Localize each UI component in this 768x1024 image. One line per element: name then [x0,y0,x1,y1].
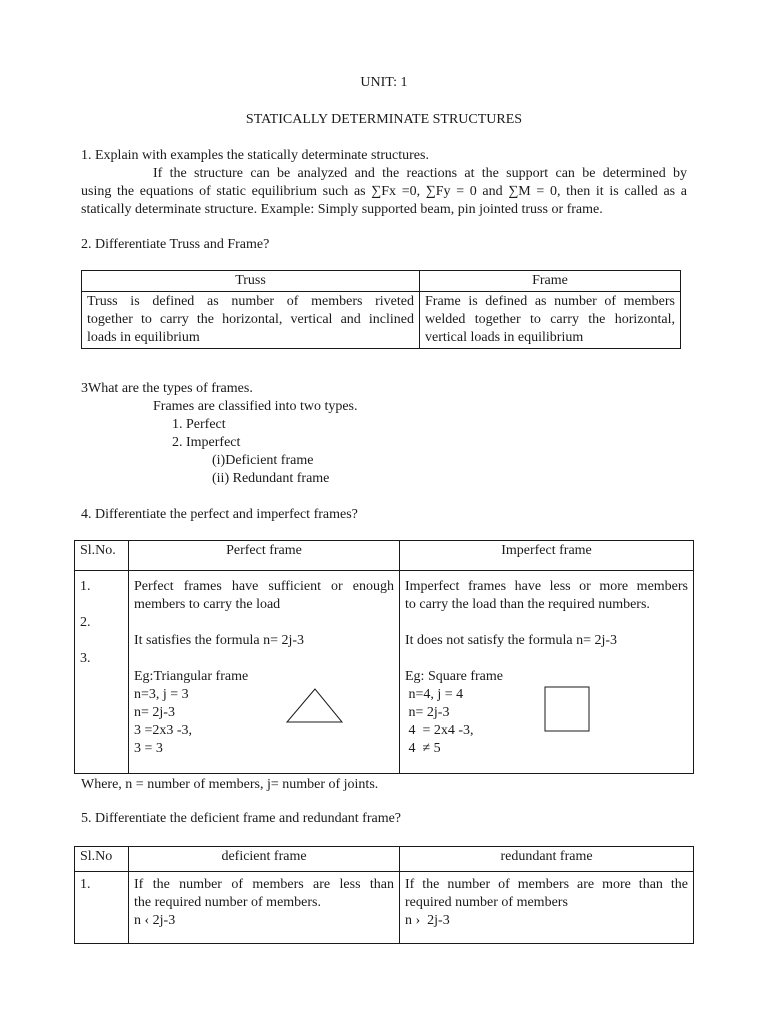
header-deficient: deficient frame [129,847,400,872]
imperfect-example: 4 ≠ 5 [405,741,441,756]
header-truss: Truss [82,271,420,292]
truss-line: together to carry the horizontal, vertical and inclined [87,312,414,327]
redundant-text: required number of members [405,895,568,910]
truss-definition [82,292,420,349]
table-row [82,292,681,349]
question-3: 3What are the types of frames. [81,381,253,396]
imperfect-formula: It does not satisfy the formula n= 2j-3 [405,633,618,648]
truss-frame-table [81,270,681,349]
perfect-example: 3 = 3 [134,741,163,756]
header-perfect: Perfect frame [129,541,400,571]
header-redundant: redundant frame [400,847,694,872]
table-header-row [75,541,694,571]
table-header-row [82,271,681,292]
header-imperfect: Imperfect frame [400,541,694,571]
page-title: STATICALLY DETERMINATE STRUCTURES [245,112,523,127]
notation-note: Where, n = number of members, j= number of joints. [81,777,379,792]
slno-column [75,571,129,774]
subtype-redundant: (ii) Redundant frame [212,471,330,486]
table-row [75,872,694,944]
frame-definition [420,292,681,349]
deficient-formula: n ‹ 2j-3 [134,913,176,928]
answer-1-line-2: using the equations of static equilibrium such as ∑Fx =0, ∑Fy = 0 and ∑M = 0, then it is called as a [81,184,687,199]
perfect-example: 3 =2x3 -3, [134,723,193,738]
table-row [75,571,694,774]
frame-line: vertical loads in equilibrium [425,330,584,345]
redundant-definition [400,872,694,944]
deficient-definition [129,872,400,944]
deficient-text: If the number of members are less than [134,877,394,892]
imperfect-example: Eg: Square frame [405,669,503,684]
table-header-row [75,847,694,872]
row-number: 3. [80,651,91,666]
frame-line: Frame is defined as number of members [425,294,675,309]
row-number: 2. [80,615,91,630]
question-1: 1. Explain with examples the statically determinate structures. [81,148,429,163]
redundant-text: If the number of members are more than the [405,877,688,892]
unit-heading: UNIT: 1 [360,75,408,90]
deficient-text: the required number of members. [134,895,321,910]
header-frame: Frame [420,271,681,292]
imperfect-example: n=4, j = 4 [405,687,464,702]
perfect-column [129,571,400,774]
answer-1 [81,165,687,219]
type-imperfect: 2. Imperfect [172,435,241,450]
truss-line: loads in equilibrium [87,330,200,345]
answer-1-line-3: statically determinate structure. Example: Simply supported beam, pin jointed truss or frame. [81,202,603,217]
question-4: 4. Differentiate the perfect and imperfect frames? [81,507,358,522]
perfect-example: n=3, j = 3 [134,687,189,702]
perfect-text: members to carry the load [134,597,281,612]
answer-1-line-1: If the structure can be analyzed and the reactions at the support can be determined by [153,166,687,181]
question-5: 5. Differentiate the deficient frame and redundant frame? [81,811,402,826]
subtype-deficient: (i)Deficient frame [212,453,314,468]
header-slno: Sl.No. [75,541,129,571]
triangle-frame-icon [285,687,345,725]
perfect-example: n= 2j-3 [134,705,175,720]
redundant-formula: n › 2j-3 [405,913,450,928]
imperfect-example: 4 = 2x4 -3, [405,723,474,738]
deficient-redundant-table [74,846,694,944]
question-2: 2. Differentiate Truss and Frame? [81,237,270,252]
imperfect-example: n= 2j-3 [405,705,450,720]
header-slno: Sl.No [75,847,129,872]
frame-line: welded together to carry the horizontal, [425,312,675,327]
imperfect-column [400,571,694,774]
type-perfect: 1. Perfect [172,417,226,432]
perfect-formula: It satisfies the formula n= 2j-3 [134,633,305,648]
perfect-example: Eg:Triangular frame [134,669,249,684]
row-number: 1. [75,872,129,944]
perfect-imperfect-table [74,540,694,774]
imperfect-text: Imperfect frames have less or more members [405,579,688,594]
row-number: 1. [80,579,91,594]
imperfect-text: to carry the load than the required numbers. [405,597,650,612]
truss-line: Truss is defined as number of members riveted [87,294,414,309]
frames-intro: Frames are classified into two types. [153,399,358,414]
square-frame-icon [544,686,592,734]
perfect-text: Perfect frames have sufficient or enough [134,579,394,594]
